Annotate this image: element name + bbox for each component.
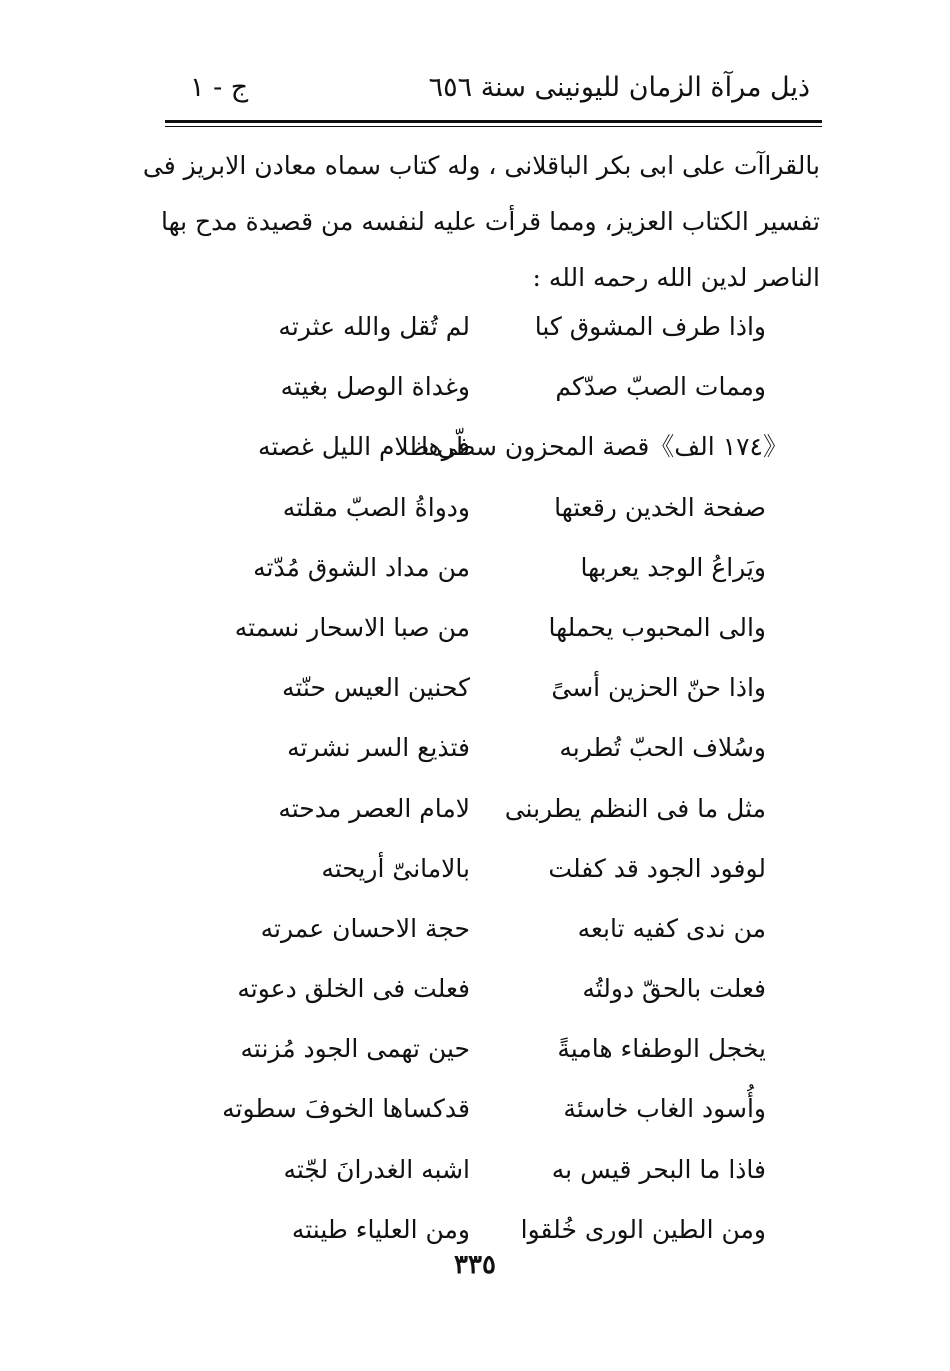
- running-title: ذيل مرآة الزمان لليونينى سنة ٦٥٦: [428, 72, 810, 103]
- header-rule-thick: [165, 120, 822, 123]
- running-header: [190, 68, 810, 120]
- verse-first-hemistich: من ندى كفيه تابعه: [577, 913, 766, 943]
- verse-first-hemistich: وممات الصبّ صدّكم: [555, 372, 766, 402]
- poem-verse: [234, 606, 766, 666]
- poem-verse: [238, 907, 766, 967]
- poem-verse: [238, 425, 788, 485]
- poem-verse: [238, 1027, 766, 1087]
- verse-second-hemistich: فعلت فى الخلق دعوته: [237, 974, 470, 1004]
- poem-verse: [238, 546, 766, 606]
- verse-first-hemistich: وأُسود الغاب خاسئة: [563, 1094, 766, 1124]
- verse-second-hemistich: من مداد الشوق مُدّته: [253, 552, 470, 582]
- verse-first-hemistich: ويَراعُ الوجد يعربها: [580, 552, 766, 582]
- verse-second-hemistich: حجة الاحسان عمرته: [260, 913, 470, 943]
- verse-second-hemistich: ومن العلياء طينته: [291, 1214, 470, 1244]
- verse-first-hemistich: صفحة الخدين رقعتها: [554, 492, 766, 522]
- prose-line: تفسير الكتاب العزيز، ومما قرأت عليه لنفسه من قصيدة مدح بها: [161, 207, 820, 236]
- page-number: ٣٣٥: [454, 1250, 496, 1280]
- poem-verse: [238, 847, 766, 907]
- poem-verse: [222, 1087, 766, 1147]
- verse-first-hemistich: مثل ما فى النظم يطربنى: [504, 793, 766, 823]
- verse-first-hemistich: واذا حنّ الحزين أسىً: [551, 673, 766, 703]
- verse-second-hemistich: لم تُقل والله عثرته: [278, 312, 470, 341]
- verse-first-hemistich-text: قصة المحزون سطّرها: [420, 432, 650, 462]
- verse-second-hemistich: فى ظلام الليل غصته: [258, 432, 470, 462]
- poem-verse: [238, 1148, 766, 1208]
- verse-second-hemistich: بالامانىّ أريحته: [321, 853, 470, 883]
- prose-line: الناصر لدين الله رحمه الله :: [532, 263, 820, 292]
- header-rule-thin: [165, 126, 822, 127]
- poem-verse: [238, 967, 766, 1027]
- verse-second-hemistich: وغداة الوصل بغيته: [280, 372, 470, 402]
- verse-first-hemistich: يخجل الوطفاء هاميةً: [557, 1034, 766, 1064]
- verse-second-hemistich: ودواةُ الصبّ مقلته: [282, 492, 470, 522]
- verse-first-hemistich: واذا طرف المشوق كبا: [534, 312, 766, 341]
- volume-number: ج - ١: [190, 72, 249, 103]
- verse-second-hemistich: فتذيع السر نشرته: [287, 733, 470, 763]
- verse-second-hemistich: لامام العصر مدحته: [278, 793, 470, 823]
- verse-first-hemistich: فعلت بالحقّ دولتُه: [582, 974, 766, 1004]
- verse-first-hemistich: فاذا ما البحر قيس به: [551, 1154, 766, 1184]
- poem-verse: [238, 666, 766, 726]
- verse-second-hemistich: حين تهمى الجود مُزنته: [240, 1034, 470, 1064]
- verse-first-hemistich: [420, 425, 788, 469]
- poem-verse: [238, 726, 766, 786]
- poem-verse: [238, 787, 766, 847]
- poem: [222, 305, 788, 1268]
- verse-second-hemistich: كحنين العيس حنّته: [281, 673, 470, 703]
- verse-second-hemistich: قدكساها الخوفَ سطوته: [222, 1094, 470, 1124]
- poem-verse: [238, 486, 766, 546]
- verse-first-hemistich: لوفود الجود قد كفلت: [548, 853, 766, 883]
- prose-paragraph: [142, 138, 820, 306]
- folio-marker: 《١٧٤ الف》: [649, 432, 788, 462]
- verse-first-hemistich: ومن الطين الورى خُلقوا: [520, 1214, 766, 1244]
- verse-second-hemistich: من صبا الاسحار نسمته: [234, 612, 470, 642]
- verse-first-hemistich: وسُلاف الحبّ تُطربه: [559, 733, 766, 763]
- poem-verse: [238, 305, 766, 365]
- prose-line: بالقراآت على ابى بكر الباقلانى ، وله كتاب سماه معادن الابريز فى: [142, 151, 820, 180]
- verse-first-hemistich: والى المحبوب يحملها: [548, 612, 766, 642]
- verse-second-hemistich: اشبه الغدرانَ لجّته: [283, 1154, 470, 1184]
- poem-verse: [238, 365, 766, 425]
